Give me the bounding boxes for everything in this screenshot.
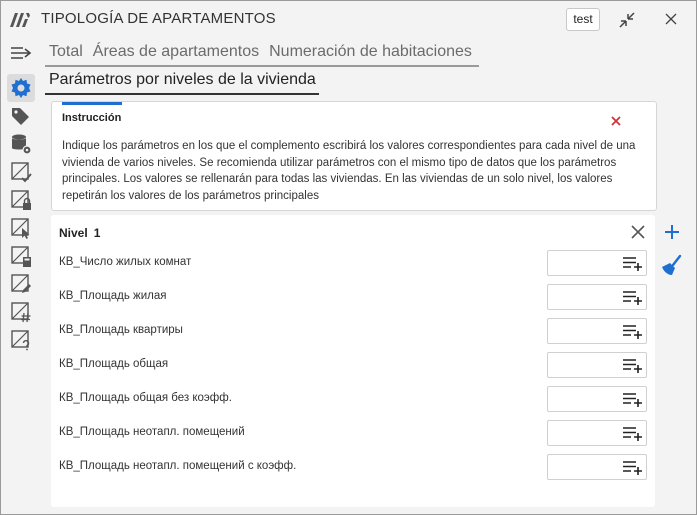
- hamburger-arrow-icon: [10, 45, 32, 61]
- select-parameter-icon[interactable]: [622, 323, 644, 340]
- param-label: КВ_Площадь неотапл. помещений с коэфф.: [59, 460, 297, 472]
- param-field[interactable]: [547, 284, 647, 310]
- plan-pencil-icon: [10, 273, 32, 295]
- select-parameter-icon[interactable]: [622, 459, 644, 476]
- sidebar-item-plan-calculator[interactable]: [7, 242, 35, 270]
- database-gear-icon: [10, 133, 32, 155]
- param-row: [51, 386, 655, 412]
- level-header: [59, 226, 100, 240]
- sidebar-item-database[interactable]: [7, 130, 35, 158]
- tab-bar-underline: [45, 65, 479, 67]
- sidebar-item-plan-cursor[interactable]: [7, 214, 35, 242]
- add-level-icon[interactable]: [662, 222, 682, 242]
- plan-hash-icon: [10, 301, 32, 323]
- remove-level-icon[interactable]: [630, 224, 646, 240]
- param-row: [51, 284, 655, 310]
- param-row: [51, 250, 655, 276]
- param-label: КВ_Площадь неотапл. помещений: [59, 426, 245, 438]
- param-row: [51, 352, 655, 378]
- tab-room-numbering[interactable]: Numeración de habitaciones: [269, 43, 472, 60]
- tab-bar: [49, 43, 472, 65]
- title-bar: [1, 1, 696, 37]
- select-parameter-icon[interactable]: [622, 255, 644, 272]
- plan-question-icon: [10, 329, 32, 351]
- tab-total[interactable]: Total: [49, 43, 83, 60]
- app-logo-icon: [9, 10, 31, 28]
- plan-lock-icon: [10, 189, 32, 211]
- sidebar-toggle[interactable]: [7, 39, 35, 67]
- param-label: КВ_Число жилых комнат: [59, 256, 192, 268]
- sidebar: [1, 37, 41, 514]
- param-field[interactable]: [547, 352, 647, 378]
- gear-icon: [10, 77, 32, 99]
- sidebar-item-plan-question[interactable]: [7, 326, 35, 354]
- select-parameter-icon[interactable]: [622, 289, 644, 306]
- param-row: [51, 420, 655, 446]
- select-parameter-icon[interactable]: [622, 391, 644, 408]
- sidebar-item-tags[interactable]: [7, 102, 35, 130]
- collapse-icon[interactable]: [616, 9, 638, 31]
- instruction-close-icon[interactable]: [610, 115, 622, 127]
- tags-icon: [10, 106, 32, 126]
- active-tab-underline: [45, 93, 319, 95]
- sidebar-item-plan-pencil[interactable]: [7, 270, 35, 298]
- param-label: КВ_Площадь квартиры: [59, 324, 183, 336]
- close-window-icon[interactable]: [662, 10, 680, 28]
- level-label: Nivel: [59, 226, 88, 240]
- tab-level-parameters[interactable]: Parámetros por niveles de la vivienda: [49, 71, 316, 88]
- plan-cursor-icon: [10, 217, 32, 239]
- select-parameter-icon[interactable]: [622, 357, 644, 374]
- tab-apartment-areas[interactable]: Áreas de apartamentos: [92, 43, 260, 60]
- window-title: TIPOLOGÍA DE APARTAMENTOS: [41, 10, 276, 27]
- param-field[interactable]: [547, 420, 647, 446]
- instruction-panel: [51, 101, 657, 211]
- param-row: [51, 454, 655, 480]
- param-field[interactable]: [547, 318, 647, 344]
- instruction-title: Instrucción: [62, 112, 122, 124]
- plan-calculator-icon: [10, 245, 32, 267]
- param-field[interactable]: [547, 386, 647, 412]
- param-field[interactable]: [547, 454, 647, 480]
- sidebar-item-plan-check[interactable]: [7, 158, 35, 186]
- level-number: 1: [93, 226, 101, 240]
- level-panel: [51, 215, 655, 507]
- sidebar-item-plan-hash[interactable]: [7, 298, 35, 326]
- broom-clear-icon[interactable]: [660, 254, 684, 278]
- param-field[interactable]: [547, 250, 647, 276]
- param-label: КВ_Площадь жилая: [59, 290, 167, 302]
- test-button[interactable]: test: [566, 8, 600, 31]
- plan-check-icon: [10, 161, 32, 183]
- param-row: [51, 318, 655, 344]
- param-label: КВ_Площадь общая: [59, 358, 169, 370]
- param-label: КВ_Площадь общая без коэфф.: [59, 392, 232, 404]
- sidebar-item-plan-lock[interactable]: [7, 186, 35, 214]
- instruction-accent-bar: [62, 102, 122, 105]
- instruction-text: Indique los parámetros en los que el complemento escribirá los valores correspondientes para cada nivel de una vivienda de varios niveles. Se recomienda utilizar parámetros con el mismo tipo de datos que los parámetros principales. Los valores se rellenarán para todas las viviendas. En las viviendas de un solo nivel, los valores repetirán los valores de los parámetros principales: [62, 140, 636, 202]
- select-parameter-icon[interactable]: [622, 425, 644, 442]
- sidebar-item-parameters[interactable]: [7, 74, 35, 102]
